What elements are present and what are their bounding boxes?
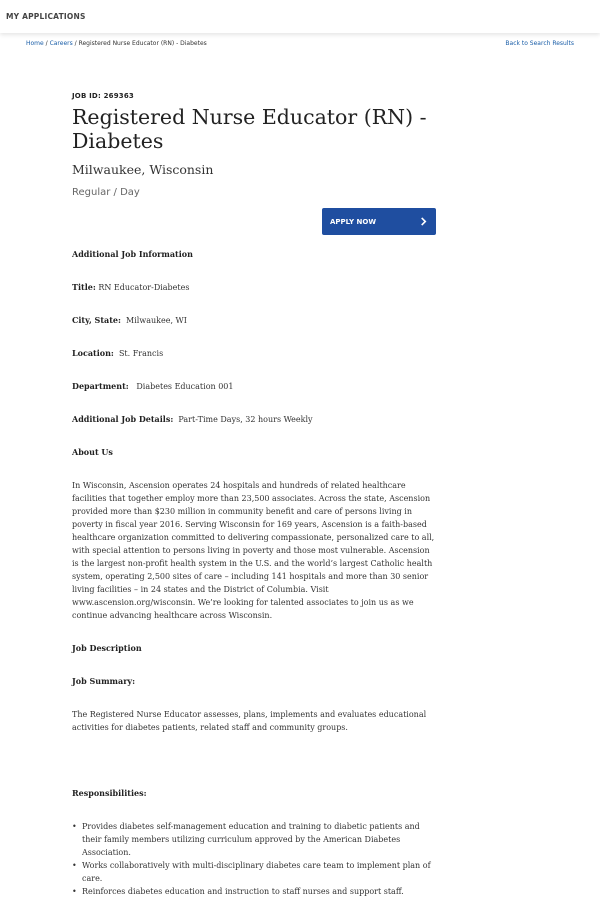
additional-info-heading: Additional Job Information (72, 249, 193, 259)
breadcrumb-careers-link[interactable]: Careers (49, 40, 73, 47)
title-row (72, 282, 436, 292)
chevron-right-icon (419, 217, 428, 226)
location-row (72, 348, 436, 358)
job-details-value: Part-Time Days, 32 hours Weekly (178, 415, 313, 424)
job-summary-heading: Job Summary: (72, 676, 136, 686)
job-summary-text: The Registered Nurse Educator assesses, plans, implements and evaluates educational activities for diabetes patients, related staff and community groups. (72, 710, 427, 732)
back-to-search-link[interactable]: Back to Search Results (505, 40, 574, 47)
list-item: • Works collaboratively with multi-disciplinary diabetes care team to implement plan of care. (72, 859, 436, 885)
job-title: Registered Nurse Educator (RN) - Diabetes (72, 105, 427, 153)
job-details-row (72, 414, 436, 424)
city-state-value: Milwaukee, WI (126, 316, 187, 325)
job-id: JOB ID: 269363 (72, 92, 135, 100)
department-row (72, 381, 436, 391)
breadcrumb-separator: / (43, 40, 50, 47)
location-value: St. Francis (118, 349, 164, 358)
city-state-label: City, State: (72, 315, 121, 325)
job-description-heading: Job Description (72, 643, 142, 653)
job-location: Milwaukee, Wisconsin (72, 162, 214, 177)
job-details-label: Additional Job Details: (72, 414, 174, 424)
title-label: Title: (72, 282, 96, 292)
department-label: Department: (72, 381, 129, 391)
about-us-heading: About Us (72, 447, 113, 457)
about-us-text: In Wisconsin, Ascension operates 24 hospitals and hundreds of related healthcare facilities that together employ more than 23,500 associates. Across the state, Ascension provided more than $230 million in community benefit and care of persons living in poverty in fiscal year 2016. Serving Wisconsin for 169 years, Ascension is a faith-based healthcare organization committed to delivering compassionate, personalized care to all, with special attention to persons living in poverty and those most vulnerable. Ascension is the largest non-profit health system in the U.S. and the world’s largest Catholic health system, operating 2,500 sites of care – including 141 hospitals and more than 30 senior living facilities – in 24 states and the District of Columbia. Visit www.ascension.org/wisconsin. We’re looking for talented associates to join us as we continue advancing healthcare across Wisconsin. (72, 481, 435, 620)
job-schedule: Regular / Day (72, 187, 140, 198)
city-state-row (72, 315, 436, 325)
my-applications-link[interactable]: MY APPLICATIONS (6, 12, 86, 21)
breadcrumb-home-link[interactable]: Home (26, 40, 44, 47)
list-item: • Reinforces diabetes education and instruction to staff nurses and support staff. (72, 885, 436, 898)
responsibilities-list-wrap (72, 820, 436, 898)
apply-now-label: APPLY NOW (330, 217, 377, 226)
responsibilities-heading: Responsibilities: (72, 788, 147, 798)
top-bar (0, 0, 600, 33)
location-label: Location: (72, 348, 114, 358)
list-item: • Provides diabetes self-management education and training to diabetic patients and their family members utilizing curriculum approved by the American Diabetes Association. (72, 820, 436, 859)
breadcrumb-separator: / (72, 40, 79, 47)
title-value: RN Educator-Diabetes (98, 283, 190, 292)
breadcrumb (26, 40, 207, 47)
apply-now-button[interactable] (322, 208, 436, 235)
responsibilities-list (72, 820, 436, 898)
job-header (72, 92, 436, 198)
department-value: Diabetes Education 001 (136, 382, 234, 391)
breadcrumb-current: Registered Nurse Educator (RN) - Diabetes (78, 40, 207, 47)
